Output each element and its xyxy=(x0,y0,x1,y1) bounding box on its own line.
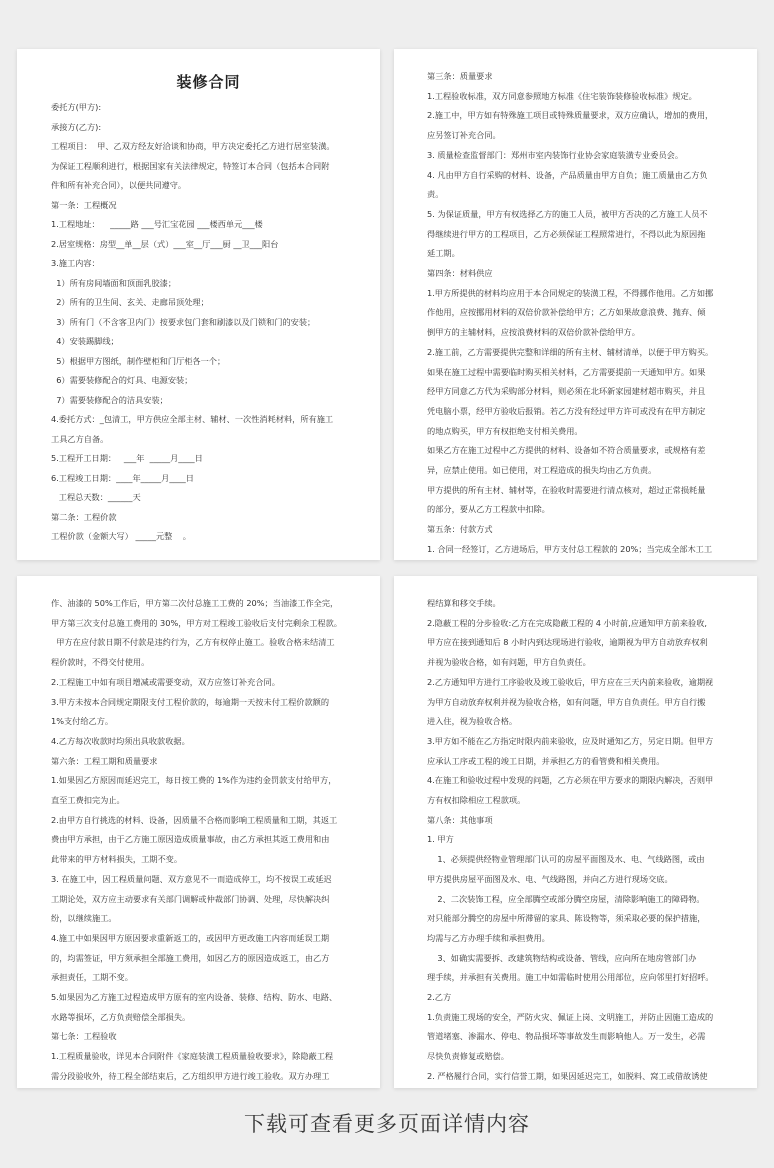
text-line: 7）需要装修配合的洁具安装； xyxy=(51,394,168,405)
text-line: 工具乙方自备。 xyxy=(51,433,109,444)
text-line: 2.由甲方自行挑选的材料、设备，因质量不合格而影响工程质量和工期，其返工 xyxy=(51,814,338,825)
text-line: 第六条：工程工期和质量要求 xyxy=(51,755,158,766)
text-line: 的，均需签证，甲方须承担全部施工费用，如因乙方的原因造成返工，由乙方 xyxy=(51,952,330,963)
text-line: 2、二次装饰工程，应全部腾空或部分腾空房屋，清除影响施工的障碍物。 xyxy=(427,893,705,904)
text-line: 管道堵塞、渗漏水、停电、物品损坏等事故发生而影响他人。万一发生，必需 xyxy=(427,1031,706,1042)
text-line: 甲方应在接到通知后 8 小时内到达现场进行验收，逾期视为甲方自动放弃权利 xyxy=(427,637,708,648)
text-line: 2.居室规格：房型__单__层（式）___室__厅___厨 __卫___阳台 xyxy=(51,238,279,249)
text-line: 件和所有补充合同），以便共同遵守。 xyxy=(51,180,187,190)
text-line: 如果在施工过程中需要临时购买相关材料，乙方需要提前一天通知甲方。如果 xyxy=(427,366,706,377)
text-line: 1. 合同一经签订，乙方进场后，甲方支付总工程款的 20%；当完成全部木工工 xyxy=(427,543,713,554)
text-line: 承接方(乙方): xyxy=(51,121,102,132)
text-line: 的部分，要从乙方工程款中扣除。 xyxy=(427,504,550,515)
text-line: 6.工程竣工日期：____年_____月____日 xyxy=(51,472,194,483)
text-line: 1.甲方所提供的材料均应用于本合同规定的装潢工程，不得挪作他用。乙方如挪 xyxy=(427,287,714,298)
text-line: 作他用，应按挪用材料的双倍价款补偿给甲方；乙方如果故意浪费、抛弃、倾 xyxy=(427,307,706,318)
text-line: 甲方第三次支付总施工费用的 30%，甲方对工程竣工验收后支付完剩余工程款。 xyxy=(51,617,342,628)
text-line: 直至工费扣完为止。 xyxy=(51,795,125,806)
text-line: 为甲方自动放弃权利并视为验收合格，如有问题，甲方自负责任。甲方自行搬 xyxy=(427,696,706,707)
text-line: 作、油漆的 50%工作后，甲方第二次付总施工工费的 20%；当油漆工作全完， xyxy=(51,598,339,608)
text-line: 甲方提供房屋平面图及水、电、气线路图，并向乙方进行现场交底。 xyxy=(427,873,673,884)
text-line: 水路等损坏，乙方负责赔偿全部损失。 xyxy=(51,1011,191,1022)
contract-page-2 xyxy=(394,49,757,560)
download-more-notice[interactable]: 下载可查看更多页面详情内容 xyxy=(244,1112,530,1136)
text-line: 4. 凡由甲方自行采购的材料、设备，产品质量由甲方自负；施工质量由乙方负 xyxy=(427,169,708,180)
text-line: 1.负责施工现场的安全，严防火灾、佩证上岗、文明施工，并防止因施工造成的 xyxy=(427,1011,714,1022)
text-line: 第四条：材料供应 xyxy=(427,268,493,279)
text-line: 1%支付给乙方。 xyxy=(51,716,114,727)
contract-page-1 xyxy=(17,49,380,560)
text-line: 1.工程地址： _____路 ___号汇宝花园 ___楼西单元___楼 xyxy=(51,219,263,229)
text-line: 为保证工程顺利进行，根据国家有关法律规定，特签订本合同（包括本合同附 xyxy=(51,160,330,171)
text-line: 尽快负责修复或赔偿。 xyxy=(427,1051,509,1062)
text-line: 2. 严格履行合同，实行信誉工期，如果因延迟完工，如脱料、窝工或借故诱使 xyxy=(427,1070,708,1081)
text-line: 5. 为保证质量，甲方有权选择乙方的施工人员，被甲方否决的乙方施工人员不 xyxy=(427,208,708,219)
text-line: 倒甲方的主辅材料，应按浪费材料的双倍价款补偿给甲方。 xyxy=(427,327,640,338)
text-line: 应另签订补充合同。 xyxy=(427,130,501,141)
text-line: 2.隐蔽工程的分步验收:乙方在完成隐蔽工程的 4 小时前,应通知甲方前来验收, xyxy=(427,617,708,628)
text-line: 5.如果因为乙方施工过程造成甲方原有的室内设备、装修、结构、防水、电路、 xyxy=(51,992,338,1003)
text-line: 4.委托方式：_包清工，甲方供应全部主材、辅材、一次性消耗材料，所有施工 xyxy=(51,414,334,424)
text-line: 并视为验收合格，如有问题，甲方自负责任。 xyxy=(427,657,591,668)
text-line: 凭电脑小票，经甲方验收后报销。若乙方没有经过甲方许可或没有在甲方制定 xyxy=(427,405,706,416)
text-line: 如果乙方在施工过程中乙方提供的材料、设备如不符合质量要求，或规格有差 xyxy=(427,445,706,456)
text-line: 4.乙方每次收款时均须出具收款收据。 xyxy=(51,735,190,746)
text-line: 纷，以继续施工。 xyxy=(51,913,117,924)
text-line: 应承认工序或工程的竣工日期，并承担乙方的看管费和相关费用。 xyxy=(427,755,665,766)
text-line: 2.施工前，乙方需要提供完整和详细的所有主材、辅材清单，以便于甲方购买。 xyxy=(427,346,714,357)
text-line: 此带来的甲方材料损失，工期不变。 xyxy=(51,854,183,865)
text-line: 第一条：工程概况 xyxy=(51,199,117,210)
text-line: 经甲方同意乙方代为采购部分材料，则必须在北环新家园建材超市购买，并且 xyxy=(427,386,706,397)
text-line: 1.工程质量验收，详见本合同附件《家庭装潢工程质量验收要求》，除隐蔽工程 xyxy=(51,1051,334,1062)
page-3-text xyxy=(51,594,366,1087)
text-line: 3）所有门（不含客卫内门）按要求包门套和刷漆以及门锁和门的安装； xyxy=(51,316,316,327)
text-line: 进入住，视为验收合格。 xyxy=(427,716,518,727)
text-line: 承担责任，工期不变。 xyxy=(51,972,133,983)
text-line: 延工期。 xyxy=(427,248,460,259)
text-line: 1、必须提供经物业管理部门认可的房屋平面图及水、电、气线路图，或由 xyxy=(427,854,705,865)
text-line: 3.甲方未按本合同规定期限支付工程价款的，每逾期一天按未付工程价款额的 xyxy=(51,696,330,707)
text-line: 工期论处，双方应主动要求有关部门调解或仲裁部门协调、处理，尽快解决纠 xyxy=(51,893,330,904)
text-line: 第五条：付款方式 xyxy=(427,524,493,535)
text-line: 3. 在施工中，因工程质量问题、双方意见不一而造成停工，均不按误工或延迟 xyxy=(51,873,332,884)
text-line: 1. 甲方 xyxy=(427,834,454,845)
text-line: 2.乙方通知甲方进行工序验收及竣工验收后，甲方应在三天内前来验收，逾期视 xyxy=(427,676,714,687)
text-line: 6）需要装修配合的灯具、电源安装； xyxy=(51,375,193,385)
text-line: 3.甲方如不能在乙方指定时限内前来验收，应及时通知乙方，另定日期。但甲方 xyxy=(427,735,714,746)
text-line: 程结算和移交手续。 xyxy=(427,598,501,608)
text-line: 方有权扣除相应工程款项。 xyxy=(427,795,526,806)
text-line: 责。 xyxy=(427,189,444,200)
text-line: 工程价款（金额大写） _____元整 。 xyxy=(51,531,191,541)
text-line: 甲方在应付款日期不付款是违约行为，乙方有权停止施工。验收合格未结清工 xyxy=(51,637,335,648)
text-line: 4）安装踢脚线； xyxy=(51,336,119,346)
text-line: 1）所有房间墙面和顶面乳胶漆； xyxy=(51,277,177,288)
text-line: 理手续，并承担有关费用。施工中如需临时使用公用部位，应向邻里打好招呼。 xyxy=(427,972,714,983)
text-line: 委托方(甲方): xyxy=(51,102,102,112)
text-line: 第七条：工程验收 xyxy=(51,1031,117,1042)
text-line: 程价款时，不得交付使用。 xyxy=(51,657,150,668)
text-line: 3. 质量检查监督部门：郑州市室内装饰行业协会家庭装潢专业委员会。 xyxy=(427,149,684,160)
text-line: 2.乙方 xyxy=(427,992,452,1003)
text-line: 2）所有的卫生间、玄关、走廊吊顶处理； xyxy=(51,297,209,307)
text-line: 第二条：工程价款 xyxy=(51,511,117,522)
text-line: 4.施工中如果因甲方原因要求重新返工的，或因甲方更改施工内容而延误工期 xyxy=(51,932,330,943)
text-line: 2.施工中，甲方如有特殊施工项目或特殊质量要求，双方应确认，增加的费用， xyxy=(427,110,714,121)
contract-page-4 xyxy=(394,576,757,1088)
text-line: 4.在施工和验收过程中发现的问题，乙方必须在甲方要求的期限内解决，否则甲 xyxy=(427,775,714,786)
page-2-text xyxy=(427,67,743,560)
page-4-text xyxy=(427,594,743,1087)
text-line: 工程总天数：______天 xyxy=(51,492,141,502)
text-line: 得继续进行甲方的工程项目，乙方必须保证工程照常进行，不得以此为原因拖 xyxy=(427,228,706,239)
text-line: 第八条：其他事项 xyxy=(427,814,493,825)
text-line: 2.工程施工中如有项目增减或需要变动，双方应签订补充合同。 xyxy=(51,676,280,687)
text-line: 均需与乙方办理手续和承担费用。 xyxy=(427,932,550,943)
text-line: 1.工程验收标准，双方同意参照地方标准《住宅装饰装修验收标准》规定。 xyxy=(427,90,697,101)
text-line: 3、如确实需要拆、改建筑物结构或设备、管线，应向所在地房管部门办 xyxy=(427,952,697,963)
contract-page-3 xyxy=(17,576,380,1088)
text-line: 5）根据甲方图纸，制作壁柜和门厅柜各一个； xyxy=(51,355,226,366)
text-line: 费由甲方承担，由于乙方施工原因造成质量事故，由乙方承担其返工费用和由 xyxy=(51,834,330,845)
text-line: 甲方提供的所有主材、辅材等，在验收时需要进行清点核对，超过正常损耗量 xyxy=(427,484,706,495)
text-line: 对只能部分腾空的房屋中所滞留的家具、陈设物等，须采取必要的保护措施， xyxy=(427,913,706,924)
contract-title: 装修合同 xyxy=(176,73,241,91)
text-line: 需分段验收外，待工程全部结束后，乙方组织甲方进行竣工验收。双方办理工 xyxy=(51,1070,330,1081)
text-line: 工程项目： 甲、乙双方经友好洽谈和协商，甲方决定委托乙方进行居室装潢。 xyxy=(51,141,335,151)
text-line: 的地点购买，甲方有权拒绝支付相关费用。 xyxy=(427,425,583,436)
text-line: 异，应禁止使用。如已使用，对工程造成的损失均由乙方负责。 xyxy=(427,465,657,476)
text-line: 1.如果因乙方原因而延迟完工，每日按工费的 1%作为违约金罚款支付给甲方， xyxy=(51,775,337,786)
page-1-text xyxy=(51,98,366,547)
text-line: 5.工程开工日期： ___年 _____月____日 xyxy=(51,453,203,463)
text-line: 3.施工内容： xyxy=(51,258,100,268)
text-line: 第三条：质量要求 xyxy=(427,71,493,81)
